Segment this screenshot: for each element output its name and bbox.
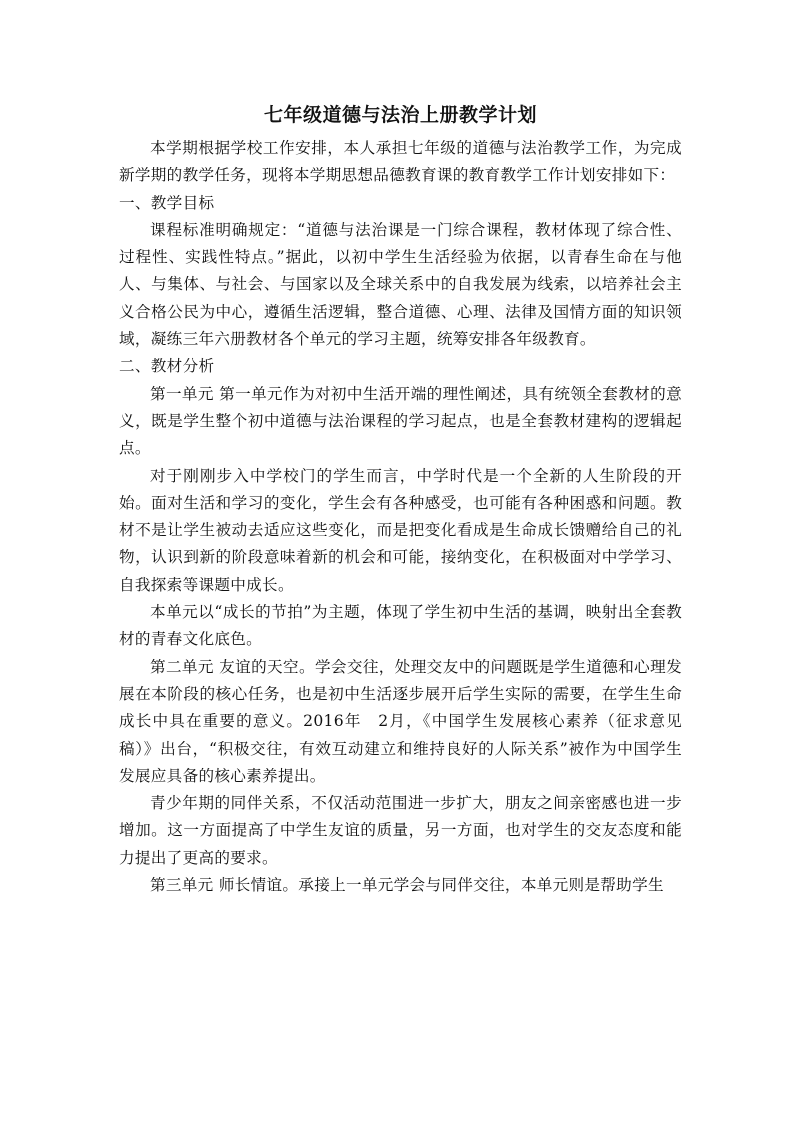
intro-paragraph: 本学期根据学校工作安排，本人承担七年级的道德与法治教学工作，为完成新学期的教学任务，现将本学期思想品德教育课的教育教学工作计划安排如下： xyxy=(119,139,682,185)
section-heading-textbook-analysis: 二、教材分析 xyxy=(119,357,215,376)
unit1-paragraph-2: 对于刚刚步入中学校门的学生而言，中学时代是一个全新的人生阶段的开始。面对生活和学习的变化，学生会有各种感受，也可能有各种困惑和问题。教材不是让学生被动去适应这些变化，而是把变化看成是生命成长馈赠给自己的礼物，认识到新的阶段意味着新的机会和可能，接纳变化，在积极面对中学学习、自我探索等课题中成长。 xyxy=(119,466,682,594)
unit1-paragraph-3: 本单元以“成长的节拍”为主题，体现了学生初中生活的基调，映射出全套教材的青春文化底色。 xyxy=(119,603,682,649)
unit2-paragraph-1: 第二单元 友谊的天空。学会交往，处理交友中的问题既是学生道德和心理发展在本阶段的核心任务，也是初中生活逐步展开后学生实际的需要，在学生生命成长中具在重要的意义。2016年 2月，《中国学生发展核心素养（征求意见稿）》出台，“积极交往，有效互动建立和维持良好的人际关系”被作为中国学生发展应具备的核心素养提出。 xyxy=(119,657,682,785)
section-heading-teaching-goals: 一、教学目标 xyxy=(119,193,215,212)
teaching-goals-paragraph: 课程标准明确规定：“道德与法治课是一门综合课程，教材体现了综合性、过程性、实践性特点。”据此，以初中学生生活经验为依据，以青春生命在与他人、与集体、与社会、与国家以及全球关系中的自我发展为线索，以培养社会主义合格公民为中心，遵循生活逻辑，整合道德、心理、法律及国情方面的知识领域，凝练三年六册教材各个单元的学习主题，统筹安排各年级教育。 xyxy=(119,220,682,349)
unit1-paragraph-1: 第一单元 第一单元作为对初中生活开端的理性阐述，具有统领全套教材的意义，既是学生整个初中道德与法治课程的学习起点，也是全套教材建构的逻辑起点。 xyxy=(119,384,682,458)
document-title: 七年级道德与法治上册教学计划 xyxy=(263,104,537,126)
unit2-paragraph-2: 青少年期的同伴关系，不仅活动范围进一步扩大，朋友之间亲密感也进一步增加。这一方面提高了中学生友谊的质量，另一方面，也对学生的交友态度和能力提出了更高的要求。 xyxy=(119,794,682,867)
unit3-paragraph-1: 第三单元 师长情谊。承接上一单元学会与同伴交往，本单元则是帮助学生 xyxy=(150,876,664,895)
